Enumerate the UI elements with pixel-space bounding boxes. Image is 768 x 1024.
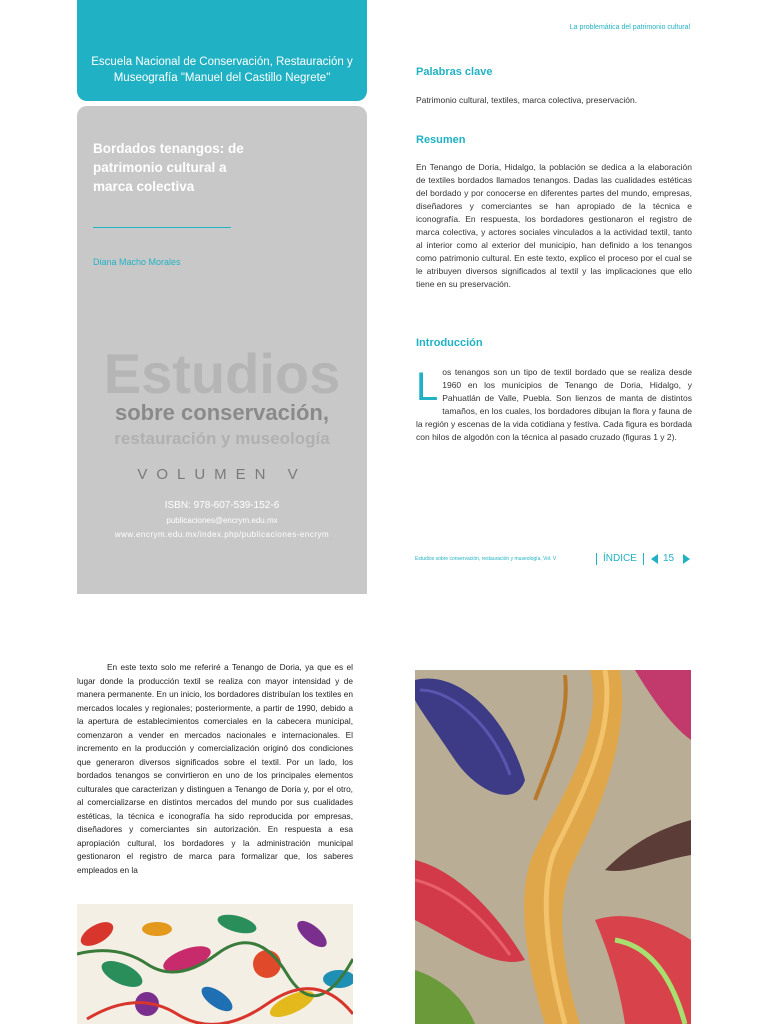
introduction-paragraph xyxy=(416,366,692,444)
footer-divider xyxy=(643,553,644,565)
body-paragraph-text: En este texto solo me referiré a Tenango de Doria, ya que es el lugar donde la producción textil se realiza con mayor intensidad y de manera permanente. En un inicio, los bordadores distribuían los textiles en mercados locales y regionales; posteriormente, a partir de 1990, debido a la apertura de establecimientos comerciales en la cabecera municipal, comenzaron a vender en mercados nacionales e internacionales. El incremento en la producción y comercialización originó dos condiciones que generaron diversos significados sobre el textil. Por un lado, los bordados tenangos se convirtieron en uno de los principales elementos culturales que caracterizan y distinguen a Tenango de Doria y, por el otro, al comercializarse en distintos mercados del mundo por sus cualidades estéticas, la técnica e iconografía ha sido reproducida por empresas, diseñadores y comerciantes sin autorización. En respuesta a esa apropiación cultural, los bordadores y la administración municipal gestionaron el registro de marca para formalizar que, los saberes empleados en la xyxy=(77,662,353,875)
institution-name: Escuela Nacional de Conservación, Restauración y Museografía "Manuel del Castillo Negrete" xyxy=(91,56,353,84)
keywords-heading: Palabras clave xyxy=(416,66,493,78)
embroidery-photo-colorful xyxy=(77,904,353,1024)
next-page-icon[interactable] xyxy=(683,554,690,564)
footer-journal-title: Estudios sobre conservación, restauración y museología, Vol. V xyxy=(415,556,557,562)
page-footer xyxy=(415,553,691,565)
running-head: La problemática del patrimonio cultural xyxy=(569,24,690,31)
keywords-text: Patrimonio cultural, textiles, marca colectiva, preservación. xyxy=(416,95,638,105)
publisher-email[interactable]: publicaciones@encrym.edu.mx xyxy=(166,516,278,525)
title-divider xyxy=(93,227,231,228)
series-title-restauracion: restauración y museología xyxy=(114,429,330,448)
isbn: ISBN: 978-607-539-152-6 xyxy=(164,500,280,511)
footer-divider xyxy=(596,553,597,565)
introduction-text: os tenangos son un tipo de textil bordado que se realiza desde 1960 en los municipios de Tenango de Doria, Hidalgo, y Pahuatlán de Valle, Puebla. Son lienzos de manta de distintos tamaños, en los cuales, los bordadores dibujan la flora y fauna de la región y escenas de la vida cotidiana y festiva. Cada figura es bordada con hilos de algodón con la técnica al pasado cruzado (figuras 1 y 2). xyxy=(416,367,692,442)
series-title-conservacion: sobre conservación, xyxy=(115,400,329,425)
author-name: Diana Macho Morales xyxy=(93,257,181,267)
previous-page-icon[interactable] xyxy=(651,554,658,564)
institution-banner xyxy=(77,0,367,101)
publisher-url[interactable]: www.encrym.edu.mx/index.php/publicaciones-encrym xyxy=(114,530,330,539)
abstract-text: En Tenango de Doria, Hidalgo, la población se dedica a la elaboración de textiles bordados llamados tenangos. Dadas las cualidades estéticas del bordado y por conocerse en diferentes partes del mundo, empresas, diseñadores y comerciantes se han apropiado de la técnica e iconografía. En respuesta, los bordadores gestionaron el registro de marca colectiva, y actores sociales vinculados a la actividad textil, tanto al interior como al exterior del municipio, han definido a los tenangos como patrimonio cultural. En este texto, explico el proceso por el cual se le atribuyen diversos significados al textil y las implicaciones que ello tiene en su preservación. xyxy=(416,162,692,289)
article-title: Bordados tenangos: de patrimonio cultural a marca colectiva xyxy=(93,141,244,194)
series-title-estudios: Estudios xyxy=(103,342,341,405)
embroidery-photo-closeup xyxy=(415,670,691,1024)
introduction-heading: Introducción xyxy=(416,337,483,349)
dropcap-letter: L xyxy=(416,365,439,409)
volume-label: VOLUMEN V xyxy=(137,466,307,483)
body-paragraph xyxy=(77,661,353,877)
page-number: 15 xyxy=(663,553,675,564)
abstract-heading: Resumen xyxy=(416,134,466,146)
index-link[interactable]: ÍNDICE xyxy=(603,553,637,564)
